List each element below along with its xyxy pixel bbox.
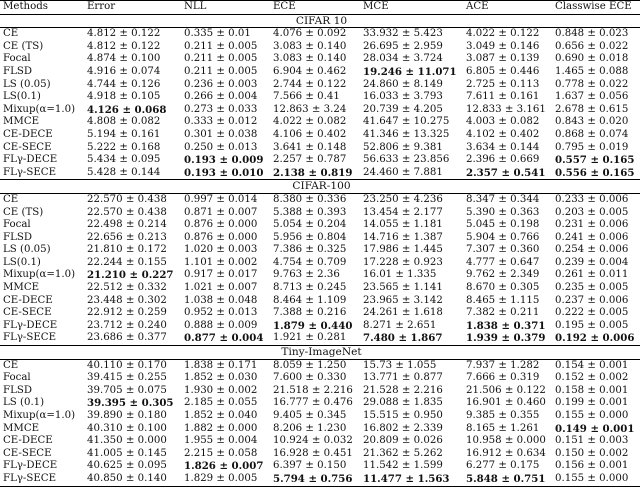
header-classwise-ece: Classwise ECE bbox=[552, 1, 640, 15]
metric-value-cell: 2.725 ± 0.113 bbox=[466, 78, 540, 90]
metric-value-cell: 8.271 ± 2.651 bbox=[363, 319, 437, 331]
metric-value-cell: 3.634 ± 0.144 bbox=[466, 141, 540, 153]
method-name-cell: CE (TS) bbox=[3, 40, 44, 52]
table-row bbox=[0, 41, 640, 54]
metric-value-cell: 33.932 ± 5.423 bbox=[363, 28, 443, 40]
metric-value-cell: 9.763 ± 2.36 bbox=[273, 269, 340, 281]
metric-value-cell: 0.301 ± 0.038 bbox=[184, 128, 258, 140]
metric-value-cell: 5.428 ± 0.144 bbox=[84, 167, 181, 180]
metric-value-cell: 1.852 ± 0.040 bbox=[184, 410, 258, 421]
table-row bbox=[0, 104, 640, 117]
metric-value-cell: 4.003 ± 0.082 bbox=[466, 116, 540, 128]
metric-value-cell: 7.480 ± 1.867 bbox=[360, 332, 463, 345]
method-name-cell: CE-DECE bbox=[3, 435, 53, 447]
metric-value-cell: 4.022 ± 0.082 bbox=[273, 116, 347, 128]
metric-value-cell: 16.033 ± 3.793 bbox=[363, 91, 443, 103]
metric-value-cell: 0.868 ± 0.074 bbox=[555, 128, 629, 140]
table-row bbox=[0, 320, 640, 333]
method-name-cell: FLγ-DECE bbox=[3, 319, 58, 331]
metric-value-cell: 22.512 ± 0.332 bbox=[87, 282, 167, 294]
metric-value-cell: 0.199 ± 0.001 bbox=[555, 397, 629, 409]
metric-value-cell: 0.233 ± 0.006 bbox=[555, 193, 629, 205]
metric-value-cell: 56.633 ± 23.856 bbox=[363, 154, 450, 166]
metric-value-cell: 21.518 ± 2.216 bbox=[273, 384, 353, 396]
method-name-cell: FLγ-DECE bbox=[3, 460, 58, 472]
table-row bbox=[0, 129, 640, 142]
metric-value-cell: 5.848 ± 0.751 bbox=[463, 473, 552, 486]
metric-value-cell: 24.860 ± 8.149 bbox=[363, 78, 443, 90]
table-row bbox=[0, 282, 640, 295]
metric-value-cell: 8.380 ± 0.336 bbox=[273, 193, 347, 205]
method-name-cell: FLγ-SECE bbox=[0, 332, 84, 345]
table-row bbox=[0, 28, 640, 41]
method-name-cell: CE-DECE bbox=[3, 128, 53, 140]
method-name-cell: LS (0.1) bbox=[3, 397, 45, 409]
metric-value-cell: 1.921 ± 0.281 bbox=[270, 332, 360, 345]
metric-value-cell: 5.045 ± 0.198 bbox=[466, 219, 540, 231]
metric-value-cell: 4.022 ± 0.122 bbox=[466, 28, 540, 40]
metric-value-cell: 1.930 ± 0.002 bbox=[184, 384, 258, 396]
metric-value-cell: 1.852 ± 0.030 bbox=[184, 372, 258, 384]
metric-value-cell: 1.838 ± 0.171 bbox=[184, 359, 258, 371]
method-name-cell: Focal bbox=[3, 219, 31, 231]
metric-value-cell: 0.239 ± 0.004 bbox=[555, 256, 629, 268]
method-name-cell: Mixup(α=1.0) bbox=[3, 269, 76, 281]
metric-value-cell: 0.231 ± 0.006 bbox=[555, 219, 629, 231]
table-row bbox=[0, 116, 640, 129]
metric-value-cell: 21.528 ± 2.216 bbox=[363, 384, 443, 396]
metric-value-cell: 0.193 ± 0.009 bbox=[184, 154, 264, 167]
metric-value-cell: 16.01 ± 1.335 bbox=[363, 269, 437, 281]
metric-value-cell: 0.656 ± 0.022 bbox=[555, 40, 629, 52]
metric-value-cell: 1.879 ± 0.440 bbox=[273, 319, 353, 332]
metric-value-cell: 0.848 ± 0.023 bbox=[555, 28, 629, 40]
metric-value-cell: 39.395 ± 0.305 bbox=[87, 397, 174, 410]
metric-value-cell: 26.695 ± 2.959 bbox=[363, 40, 443, 52]
metric-value-cell: 0.222 ± 0.005 bbox=[555, 307, 629, 319]
metric-value-cell: 1.020 ± 0.003 bbox=[184, 244, 258, 256]
section-header-row bbox=[0, 180, 640, 194]
metric-value-cell: 16.802 ± 2.339 bbox=[363, 422, 443, 434]
metric-value-cell: 0.335 ± 0.01 bbox=[184, 28, 251, 40]
metric-value-cell: 4.754 ± 0.709 bbox=[273, 256, 347, 268]
metric-value-cell: 10.924 ± 0.032 bbox=[273, 435, 353, 447]
metric-value-cell: 0.241 ± 0.006 bbox=[555, 231, 629, 243]
metric-value-cell: 4.916 ± 0.074 bbox=[87, 65, 161, 77]
metric-value-cell: 1.826 ± 0.007 bbox=[184, 460, 264, 473]
metric-value-cell: 21.362 ± 5.262 bbox=[363, 447, 443, 459]
metric-value-cell: 2.138 ± 0.819 bbox=[270, 167, 360, 180]
metric-value-cell: 22.498 ± 0.214 bbox=[87, 219, 167, 231]
metric-value-cell: 0.237 ± 0.006 bbox=[555, 294, 629, 306]
metric-value-cell: 17.228 ± 0.923 bbox=[363, 256, 443, 268]
table-row bbox=[0, 372, 640, 385]
method-name-cell: CE (TS) bbox=[3, 206, 44, 218]
metric-value-cell: 41.005 ± 0.145 bbox=[87, 447, 167, 459]
metric-value-cell: 0.236 ± 0.003 bbox=[184, 78, 258, 90]
metric-value-cell: 0.211 ± 0.005 bbox=[184, 53, 258, 65]
metric-value-cell: 7.611 ± 0.161 bbox=[466, 91, 540, 103]
method-name-cell: FLSD bbox=[3, 384, 32, 396]
metric-value-cell: 3.087 ± 0.139 bbox=[466, 53, 540, 65]
metric-value-cell: 1.021 ± 0.007 bbox=[184, 282, 258, 294]
metric-value-cell: 8.059 ± 1.250 bbox=[273, 359, 347, 371]
metric-value-cell: 41.350 ± 0.000 bbox=[87, 435, 167, 447]
table-row bbox=[0, 307, 640, 320]
metric-value-cell: 40.625 ± 0.095 bbox=[87, 460, 167, 472]
method-name-cell: MMCE bbox=[3, 422, 40, 434]
table-row bbox=[0, 448, 640, 461]
metric-value-cell: 29.088 ± 1.835 bbox=[363, 397, 443, 409]
table-row bbox=[0, 154, 640, 167]
metric-value-cell: 0.211 ± 0.005 bbox=[184, 40, 258, 52]
metric-value-cell: 0.997 ± 0.014 bbox=[184, 193, 258, 205]
metric-value-cell: 21.506 ± 0.122 bbox=[466, 384, 546, 396]
metric-value-cell: 4.874 ± 0.100 bbox=[87, 53, 161, 65]
metric-value-cell: 16.777 ± 0.476 bbox=[273, 397, 353, 409]
header-ece: ECE bbox=[270, 1, 360, 15]
metric-value-cell: 39.890 ± 0.180 bbox=[87, 410, 167, 421]
metric-value-cell: 7.566 ± 0.41 bbox=[273, 91, 340, 103]
metric-value-cell: 13.771 ± 0.877 bbox=[363, 372, 443, 384]
method-name-cell: MMCE bbox=[3, 116, 40, 128]
metric-value-cell: 0.261 ± 0.011 bbox=[555, 269, 629, 281]
metric-value-cell: 8.465 ± 1.115 bbox=[466, 294, 540, 306]
metric-value-cell: 11.477 ± 1.563 bbox=[360, 473, 463, 486]
metric-value-cell: 1.838 ± 0.371 bbox=[466, 319, 546, 332]
metric-value-cell: 9.405 ± 0.345 bbox=[273, 410, 347, 421]
metric-value-cell: 1.829 ± 0.005 bbox=[181, 473, 270, 486]
metric-value-cell: 5.194 ± 0.161 bbox=[87, 128, 161, 140]
method-name-cell: LS(0.1) bbox=[3, 91, 41, 103]
metric-value-cell: 1.939 ± 0.379 bbox=[463, 332, 552, 345]
metric-value-cell: 8.670 ± 0.305 bbox=[466, 282, 540, 294]
method-name-cell: FLγ-SECE bbox=[0, 167, 84, 180]
metric-value-cell: 3.641 ± 0.148 bbox=[273, 141, 347, 153]
metric-value-cell: 15.515 ± 0.950 bbox=[363, 410, 443, 421]
table-row bbox=[0, 359, 640, 372]
metric-value-cell: 0.149 ± 0.001 bbox=[555, 422, 635, 435]
metric-value-cell: 22.244 ± 0.155 bbox=[87, 256, 167, 268]
metric-value-cell: 0.877 ± 0.004 bbox=[181, 332, 270, 345]
metric-value-cell: 0.952 ± 0.013 bbox=[184, 307, 258, 319]
section-header-row bbox=[0, 346, 640, 360]
header-nll: NLL bbox=[181, 1, 270, 15]
method-name-cell: Mixup(α=1.0) bbox=[3, 410, 76, 421]
metric-value-cell: 0.155 ± 0.000 bbox=[552, 473, 640, 486]
metric-value-cell: 14.716 ± 1.387 bbox=[363, 231, 443, 243]
header-error: Error bbox=[84, 1, 181, 15]
metric-value-cell: 0.888 ± 0.009 bbox=[184, 319, 258, 331]
method-name-cell: LS (0.05) bbox=[3, 78, 51, 90]
metric-value-cell: 0.211 ± 0.005 bbox=[184, 65, 258, 77]
section-title: CIFAR 10 bbox=[0, 14, 640, 28]
metric-value-cell: 0.150 ± 0.002 bbox=[555, 447, 629, 459]
table-row bbox=[0, 79, 640, 92]
metric-value-cell: 16.912 ± 0.634 bbox=[466, 447, 546, 459]
metric-value-cell: 41.346 ± 13.325 bbox=[363, 128, 450, 140]
method-name-cell: CE-SECE bbox=[3, 141, 52, 153]
metric-value-cell: 8.165 ± 1.261 bbox=[466, 422, 540, 434]
metric-value-cell: 22.570 ± 0.438 bbox=[87, 206, 167, 218]
metric-value-cell: 2.396 ± 0.669 bbox=[466, 154, 540, 166]
method-name-cell: Focal bbox=[3, 53, 31, 65]
method-name-cell: CE-DECE bbox=[3, 294, 53, 306]
metric-value-cell: 0.778 ± 0.022 bbox=[555, 78, 629, 90]
metric-value-cell: 24.261 ± 1.618 bbox=[363, 307, 443, 319]
metric-value-cell: 3.049 ± 0.146 bbox=[466, 40, 540, 52]
metric-value-cell: 0.192 ± 0.006 bbox=[552, 332, 640, 345]
metric-value-cell: 20.739 ± 4.205 bbox=[363, 103, 443, 115]
metric-value-cell: 0.876 ± 0.000 bbox=[184, 219, 258, 231]
table-row bbox=[0, 269, 640, 282]
metric-value-cell: 12.863 ± 3.24 bbox=[273, 103, 347, 115]
metric-value-cell: 0.250 ± 0.013 bbox=[184, 141, 258, 153]
metric-value-cell: 5.904 ± 0.766 bbox=[466, 231, 540, 243]
metric-value-cell: 28.034 ± 3.724 bbox=[363, 53, 443, 65]
metric-value-cell: 6.904 ± 0.462 bbox=[273, 65, 347, 77]
header-row bbox=[0, 1, 640, 15]
metric-value-cell: 1.038 ± 0.048 bbox=[184, 294, 258, 306]
metric-value-cell: 1.637 ± 0.056 bbox=[555, 91, 629, 103]
metric-value-cell: 2.678 ± 0.615 bbox=[555, 103, 629, 115]
metric-value-cell: 2.215 ± 0.058 bbox=[184, 447, 258, 459]
metric-value-cell: 52.806 ± 9.381 bbox=[363, 141, 443, 153]
metric-value-cell: 23.712 ± 0.240 bbox=[87, 319, 167, 331]
table-row bbox=[0, 423, 640, 436]
metric-value-cell: 4.106 ± 0.402 bbox=[273, 128, 347, 140]
table-body bbox=[0, 14, 640, 486]
metric-value-cell: 16.928 ± 0.451 bbox=[273, 447, 353, 459]
metric-value-cell: 39.415 ± 0.255 bbox=[87, 372, 167, 384]
metric-value-cell: 4.744 ± 0.126 bbox=[87, 78, 161, 90]
metric-value-cell: 23.565 ± 1.141 bbox=[363, 282, 443, 294]
metric-value-cell: 5.388 ± 0.393 bbox=[273, 206, 347, 218]
metric-value-cell: 0.871 ± 0.007 bbox=[184, 206, 258, 218]
section-title: CIFAR-100 bbox=[0, 180, 640, 194]
metric-value-cell: 2.744 ± 0.122 bbox=[273, 78, 347, 90]
metric-value-cell: 24.460 ± 7.881 bbox=[360, 167, 463, 180]
metric-value-cell: 4.777 ± 0.647 bbox=[466, 256, 540, 268]
metric-value-cell: 2.357 ± 0.541 bbox=[463, 167, 552, 180]
table-row bbox=[0, 257, 640, 270]
metric-value-cell: 40.110 ± 0.170 bbox=[87, 359, 167, 371]
metric-value-cell: 41.647 ± 10.275 bbox=[363, 116, 450, 128]
metric-value-cell: 4.918 ± 0.105 bbox=[87, 91, 161, 103]
method-name-cell: MMCE bbox=[3, 282, 40, 294]
table-row bbox=[0, 193, 640, 206]
table-row bbox=[0, 410, 640, 423]
table-row bbox=[0, 295, 640, 308]
metric-value-cell: 0.203 ± 0.005 bbox=[555, 206, 629, 218]
table-row bbox=[0, 219, 640, 232]
metric-value-cell: 23.686 ± 0.377 bbox=[84, 332, 181, 345]
table-row bbox=[0, 397, 640, 410]
metric-value-cell: 1.882 ± 0.000 bbox=[184, 422, 258, 434]
metric-value-cell: 11.542 ± 1.599 bbox=[363, 460, 443, 472]
metric-value-cell: 23.250 ± 4.236 bbox=[363, 193, 443, 205]
metric-value-cell: 6.397 ± 0.150 bbox=[273, 460, 347, 472]
metric-value-cell: 22.570 ± 0.438 bbox=[87, 193, 167, 205]
metric-value-cell: 15.73 ± 1.055 bbox=[363, 359, 437, 371]
metric-value-cell: 5.956 ± 0.804 bbox=[273, 231, 347, 243]
metric-value-cell: 0.152 ± 0.002 bbox=[555, 372, 629, 384]
method-name-cell: CE-SECE bbox=[3, 307, 52, 319]
metric-value-cell: 4.808 ± 0.082 bbox=[87, 116, 161, 128]
method-name-cell: CE bbox=[3, 359, 19, 371]
method-name-cell: CE bbox=[3, 28, 19, 40]
metric-value-cell: 5.390 ± 0.363 bbox=[466, 206, 540, 218]
metric-value-cell: 5.794 ± 0.756 bbox=[270, 473, 360, 486]
metric-value-cell: 4.126 ± 0.068 bbox=[87, 103, 167, 116]
metric-value-cell: 0.556 ± 0.165 bbox=[552, 167, 640, 180]
metric-value-cell: 0.254 ± 0.006 bbox=[555, 244, 629, 256]
metric-value-cell: 6.805 ± 0.446 bbox=[466, 65, 540, 77]
metric-value-cell: 0.557 ± 0.165 bbox=[555, 154, 635, 167]
metric-value-cell: 3.083 ± 0.140 bbox=[273, 40, 347, 52]
metric-value-cell: 2.257 ± 0.787 bbox=[273, 154, 347, 166]
metric-value-cell: 7.388 ± 0.216 bbox=[273, 307, 347, 319]
method-name-cell: FLSD bbox=[3, 231, 32, 243]
metric-value-cell: 19.246 ± 11.071 bbox=[363, 65, 457, 78]
table-row bbox=[0, 207, 640, 220]
section-title: Tiny-ImageNet bbox=[0, 346, 640, 360]
method-name-cell: FLγ-DECE bbox=[3, 154, 58, 166]
metric-value-cell: 0.235 ± 0.005 bbox=[555, 282, 629, 294]
metric-value-cell: 5.222 ± 0.168 bbox=[87, 141, 161, 153]
metric-value-cell: 7.600 ± 0.330 bbox=[273, 372, 347, 384]
method-name-cell: CE bbox=[3, 193, 19, 205]
method-name-cell: Focal bbox=[3, 372, 31, 384]
metric-value-cell: 9.385 ± 0.355 bbox=[466, 410, 540, 421]
metric-value-cell: 0.156 ± 0.001 bbox=[555, 460, 629, 472]
metric-value-cell: 0.154 ± 0.001 bbox=[555, 359, 629, 371]
metric-value-cell: 22.912 ± 0.259 bbox=[87, 307, 167, 319]
metric-value-cell: 5.434 ± 0.095 bbox=[87, 154, 161, 166]
metric-value-cell: 14.055 ± 1.181 bbox=[363, 219, 443, 231]
metric-value-cell: 7.382 ± 0.211 bbox=[466, 307, 540, 319]
metric-value-cell: 22.656 ± 0.213 bbox=[87, 231, 167, 243]
table-row bbox=[0, 232, 640, 245]
metric-value-cell: 0.843 ± 0.020 bbox=[555, 116, 629, 128]
metric-value-cell: 20.809 ± 0.026 bbox=[363, 435, 443, 447]
metric-value-cell: 1.465 ± 0.088 bbox=[555, 65, 629, 77]
metric-value-cell: 8.464 ± 1.109 bbox=[273, 294, 347, 306]
metric-value-cell: 16.901 ± 0.460 bbox=[466, 397, 546, 409]
metric-value-cell: 12.833 ± 3.161 bbox=[466, 103, 546, 115]
metric-value-cell: 1.955 ± 0.004 bbox=[184, 435, 258, 447]
metric-value-cell: 40.310 ± 0.100 bbox=[87, 422, 167, 434]
metric-value-cell: 0.795 ± 0.019 bbox=[555, 141, 629, 153]
metric-value-cell: 0.917 ± 0.017 bbox=[184, 269, 258, 281]
table-row bbox=[0, 244, 640, 257]
metric-value-cell: 4.812 ± 0.122 bbox=[87, 40, 161, 52]
table-row bbox=[0, 385, 640, 398]
section-header-row bbox=[0, 14, 640, 28]
table-row bbox=[0, 66, 640, 79]
metric-value-cell: 7.386 ± 0.325 bbox=[273, 244, 347, 256]
metric-value-cell: 23.965 ± 3.142 bbox=[363, 294, 443, 306]
header-mce: MCE bbox=[360, 1, 463, 15]
table-row bbox=[0, 167, 640, 180]
table-row bbox=[0, 460, 640, 473]
metric-value-cell: 8.713 ± 0.245 bbox=[273, 282, 347, 294]
header-ace: ACE bbox=[463, 1, 552, 15]
table-row bbox=[0, 142, 640, 155]
metric-value-cell: 0.266 ± 0.004 bbox=[184, 91, 258, 103]
method-name-cell: Mixup(α=1.0) bbox=[3, 103, 76, 115]
method-name-cell: LS (0.05) bbox=[3, 244, 51, 256]
metric-value-cell: 0.158 ± 0.001 bbox=[555, 384, 629, 396]
table-row bbox=[0, 91, 640, 104]
table-row bbox=[0, 435, 640, 448]
table-row bbox=[0, 473, 640, 486]
metric-value-cell: 21.210 ± 0.227 bbox=[87, 269, 174, 282]
metric-value-cell: 7.307 ± 0.360 bbox=[466, 244, 540, 256]
metric-value-cell: 5.054 ± 0.204 bbox=[273, 219, 347, 231]
metric-value-cell: 2.185 ± 0.055 bbox=[184, 397, 258, 409]
metric-value-cell: 13.454 ± 2.177 bbox=[363, 206, 443, 218]
metric-value-cell: 10.958 ± 0.000 bbox=[466, 435, 546, 447]
table-row bbox=[0, 332, 640, 345]
metric-value-cell: 0.273 ± 0.033 bbox=[184, 103, 258, 115]
metric-value-cell: 8.347 ± 0.344 bbox=[466, 193, 540, 205]
metric-value-cell: 0.876 ± 0.000 bbox=[184, 231, 258, 243]
metric-value-cell: 7.666 ± 0.319 bbox=[466, 372, 540, 384]
metric-value-cell: 8.206 ± 1.230 bbox=[273, 422, 347, 434]
metric-value-cell: 40.850 ± 0.140 bbox=[84, 473, 181, 486]
metric-value-cell: 0.195 ± 0.005 bbox=[555, 319, 629, 331]
metric-value-cell: 3.083 ± 0.140 bbox=[273, 53, 347, 65]
metric-value-cell: 23.448 ± 0.302 bbox=[87, 294, 167, 306]
metric-value-cell: 21.810 ± 0.172 bbox=[87, 244, 167, 256]
method-name-cell: LS(0.1) bbox=[3, 256, 41, 268]
metric-value-cell: 17.986 ± 1.445 bbox=[363, 244, 443, 256]
metric-value-cell: 7.937 ± 1.282 bbox=[466, 359, 540, 371]
method-name-cell: CE-SECE bbox=[3, 447, 52, 459]
metric-value-cell: 4.812 ± 0.122 bbox=[87, 28, 161, 40]
metric-value-cell: 39.705 ± 0.075 bbox=[87, 384, 167, 396]
metric-value-cell: 1.101 ± 0.002 bbox=[184, 256, 258, 268]
header-methods: Methods bbox=[0, 1, 84, 15]
method-name-cell: FLγ-SECE bbox=[0, 473, 84, 486]
metric-value-cell: 0.193 ± 0.010 bbox=[181, 167, 270, 180]
metric-value-cell: 6.277 ± 0.175 bbox=[466, 460, 540, 472]
metric-value-cell: 9.762 ± 2.349 bbox=[466, 269, 540, 281]
metric-value-cell: 0.155 ± 0.000 bbox=[555, 410, 629, 421]
metric-value-cell: 4.102 ± 0.402 bbox=[466, 128, 540, 140]
metric-value-cell: 0.690 ± 0.018 bbox=[555, 53, 629, 65]
metric-value-cell: 4.076 ± 0.092 bbox=[273, 28, 347, 40]
method-name-cell: FLSD bbox=[3, 65, 32, 77]
table-row bbox=[0, 53, 640, 66]
metric-value-cell: 0.333 ± 0.012 bbox=[184, 116, 258, 128]
metric-value-cell: 0.151 ± 0.003 bbox=[555, 435, 629, 447]
